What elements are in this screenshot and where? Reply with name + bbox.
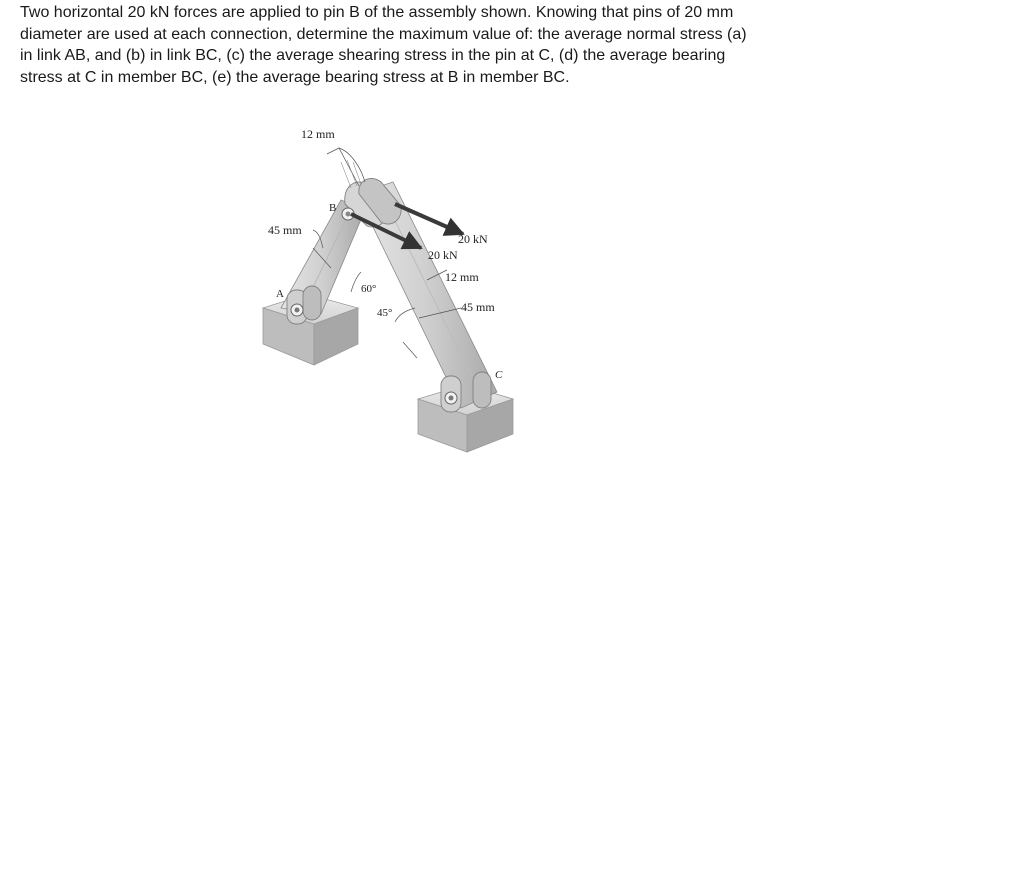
label-right-width: 45 mm — [461, 300, 495, 314]
label-pin-a: A — [276, 288, 284, 300]
problem-statement: Two horizontal 20 kN forces are applied to pin B of the assembly shown. Knowing that pins of 20 mm diameter are used at each connection, determine the maximum value of: the average normal stress (a) in link AB, and (b) in link BC, (c) the average shearing stress in the pin at C, (d) the average bearing stress at C in member BC, (e) the average bearing stress at B in member BC. — [20, 4, 747, 86]
label-pin-c: C — [495, 369, 503, 381]
assembly-figure — [255, 122, 530, 457]
label-top-thickness: 12 mm — [301, 127, 335, 141]
label-angle-60: 60° — [361, 283, 377, 295]
label-left-width: 45 mm — [268, 223, 302, 237]
assembly-diagram — [255, 122, 530, 457]
clevis-a — [287, 286, 321, 324]
label-right-thickness: 12 mm — [445, 270, 479, 284]
label-pin-b: B — [329, 202, 337, 214]
label-force-lower: 20 kN — [428, 248, 458, 262]
label-angle-45: 45° — [377, 307, 393, 319]
label-force-upper: 20 kN — [458, 232, 488, 246]
